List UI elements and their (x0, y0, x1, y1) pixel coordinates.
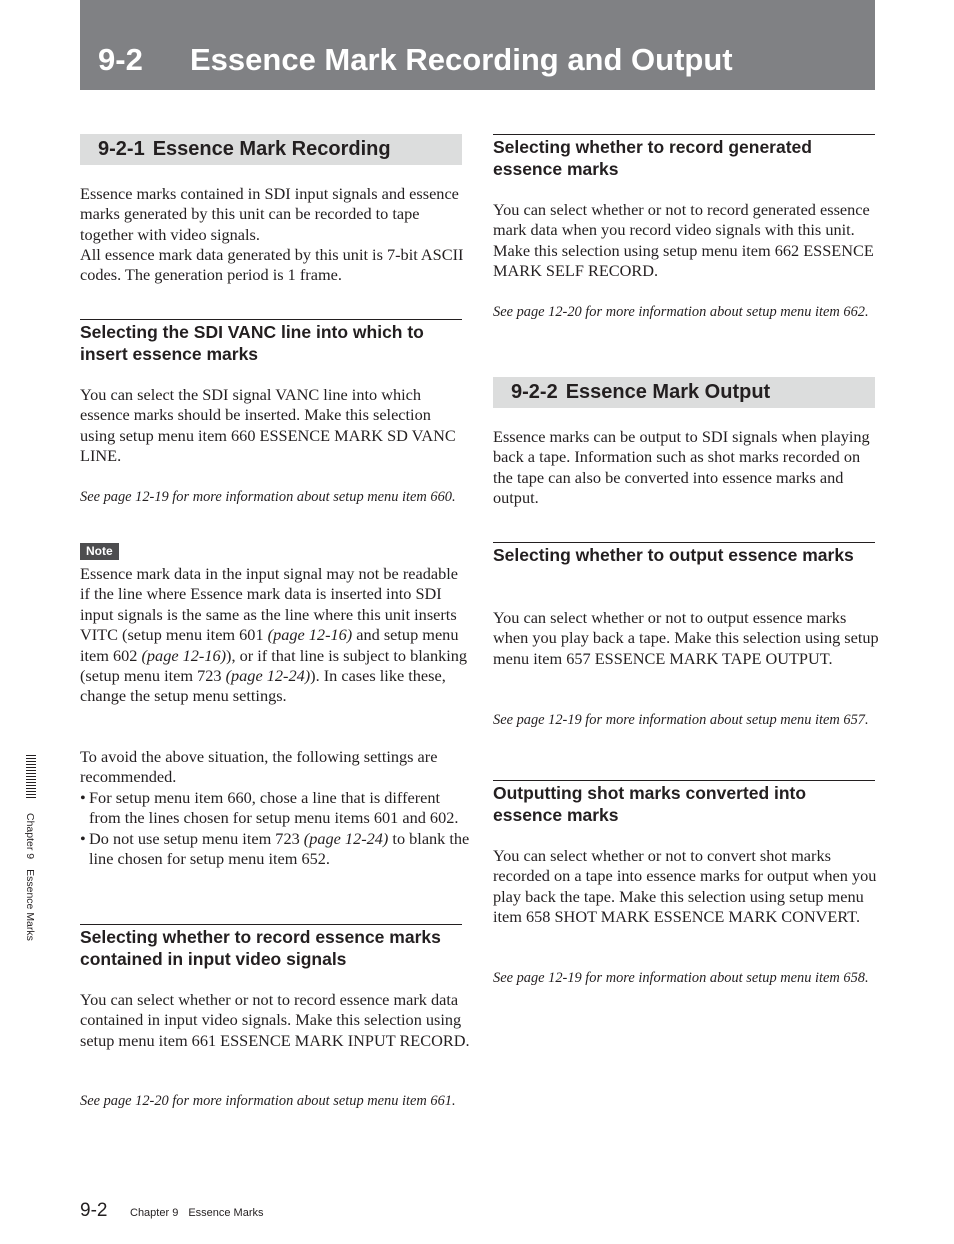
section-heading-number: 9-2-1 (98, 138, 145, 160)
section-heading-output (493, 377, 875, 408)
section-heading-text: Essence Mark Output (565, 381, 771, 403)
recording-intro: Essence marks contained in SDI input signals and essence marks generated by this unit can be recorded to tape together with video signals. (80, 184, 459, 244)
recommendation-text: To avoid the above situation, the following settings are recommended. (80, 747, 438, 787)
footer-chapter: Chapter 9 Essence Marks (130, 1207, 264, 1219)
section-title: Essence Mark Recording and Output (190, 42, 733, 77)
recommendation-list (80, 788, 470, 870)
record-generated-body: You can select whether or not to record generated essence mark data when you record video signals with this unit. Make this selection using setup menu item 662 ESSENCE MARK SELF RECORD. (493, 200, 874, 281)
page-reference-link: (page 12-16) (267, 625, 353, 645)
shot-reference: See page 12-19 for more information about setup menu item 658. (493, 970, 869, 986)
record-input-body: You can select whether or not to record essence mark data contained in input video signals. Make this selection using setup menu item 661 ESSENCE MARK INPUT RECORD. (80, 990, 470, 1050)
page-number: 9-2 (80, 1200, 108, 1221)
page-title (98, 44, 733, 75)
vanc-reference: See page 12-19 for more information about setup menu item 660. (80, 489, 456, 505)
recording-intro-2: All essence mark data generated by this unit is 7-bit ASCII codes. The generation period is 1 frame. (80, 245, 464, 285)
shot-body: You can select whether or not to convert shot marks recorded on a tape into essence marks for output when you play back the tape. Make this selection using setup menu item 658 SHOT MARK ESSENCE MARK CONVERT. (493, 846, 877, 927)
page-reference-link: (page 12-16) (141, 645, 227, 665)
list-item: • For setup menu item 660, chose a line that is different from the lines chosen for setup menu items 601 and 602. (80, 788, 470, 829)
chapter-banner (80, 0, 875, 90)
section-heading-text: Essence Mark Recording (152, 138, 391, 160)
section-heading-recording (80, 134, 462, 165)
subheading-vanc-line: Selecting the SDI VANC line into which to insert essence marks (80, 319, 462, 365)
page-reference-link: (page 12-24) (303, 828, 389, 848)
chapter-tab-marker (26, 755, 36, 799)
section-number: 9-2 (98, 42, 143, 77)
list-item: • Do not use setup menu item 723 (page 12-24) to blank the line chosen for setup menu item 652. (80, 829, 470, 870)
section-heading-number: 9-2-2 (511, 381, 558, 403)
subheading-output-marks: Selecting whether to output essence marks (493, 542, 875, 566)
output-body: You can select whether or not to output essence marks when you play back a tape. Make this selection using setup menu item 657 ESSENCE MARK TAPE OUTPUT. (493, 608, 879, 668)
page-reference-link: (page 12-24) (225, 666, 311, 686)
subheading-record-input: Selecting whether to record essence marks contained in input video signals (80, 924, 462, 970)
vanc-body: You can select the SDI signal VANC line into which essence marks should be inserted. Make this selection using setup menu item 660 ESSENCE MARK SD VANC LINE. (80, 385, 456, 466)
side-chapter-label: Chapter 9Essence Marks (24, 813, 36, 941)
record-input-reference: See page 12-20 for more information about setup menu item 661. (80, 1093, 456, 1109)
note-body: Essence mark data in the input signal may not be readable if the line where Essence mark data is inserted into SDI input signals is the same as the line where this unit inserts VITC (setup menu item 601 (page 12-16) and setup menu item 602 (page 12-16)), or if that line is subject to blanking (setup menu item 723 (page 12-24)). In cases like these, change the setup menu settings. (80, 564, 468, 706)
output-intro: Essence marks can be output to SDI signals when playing back a tape. Information such as shot marks recorded on the tape can also be converted into essence marks and output. (493, 427, 870, 508)
subheading-shot-marks: Outputting shot marks converted into essence marks (493, 780, 875, 826)
subheading-record-generated: Selecting whether to record generated essence marks (493, 134, 875, 180)
record-generated-reference: See page 12-20 for more information about setup menu item 662. (493, 304, 869, 320)
note-label: Note (80, 543, 119, 560)
output-reference: See page 12-19 for more information about setup menu item 657. (493, 712, 869, 728)
